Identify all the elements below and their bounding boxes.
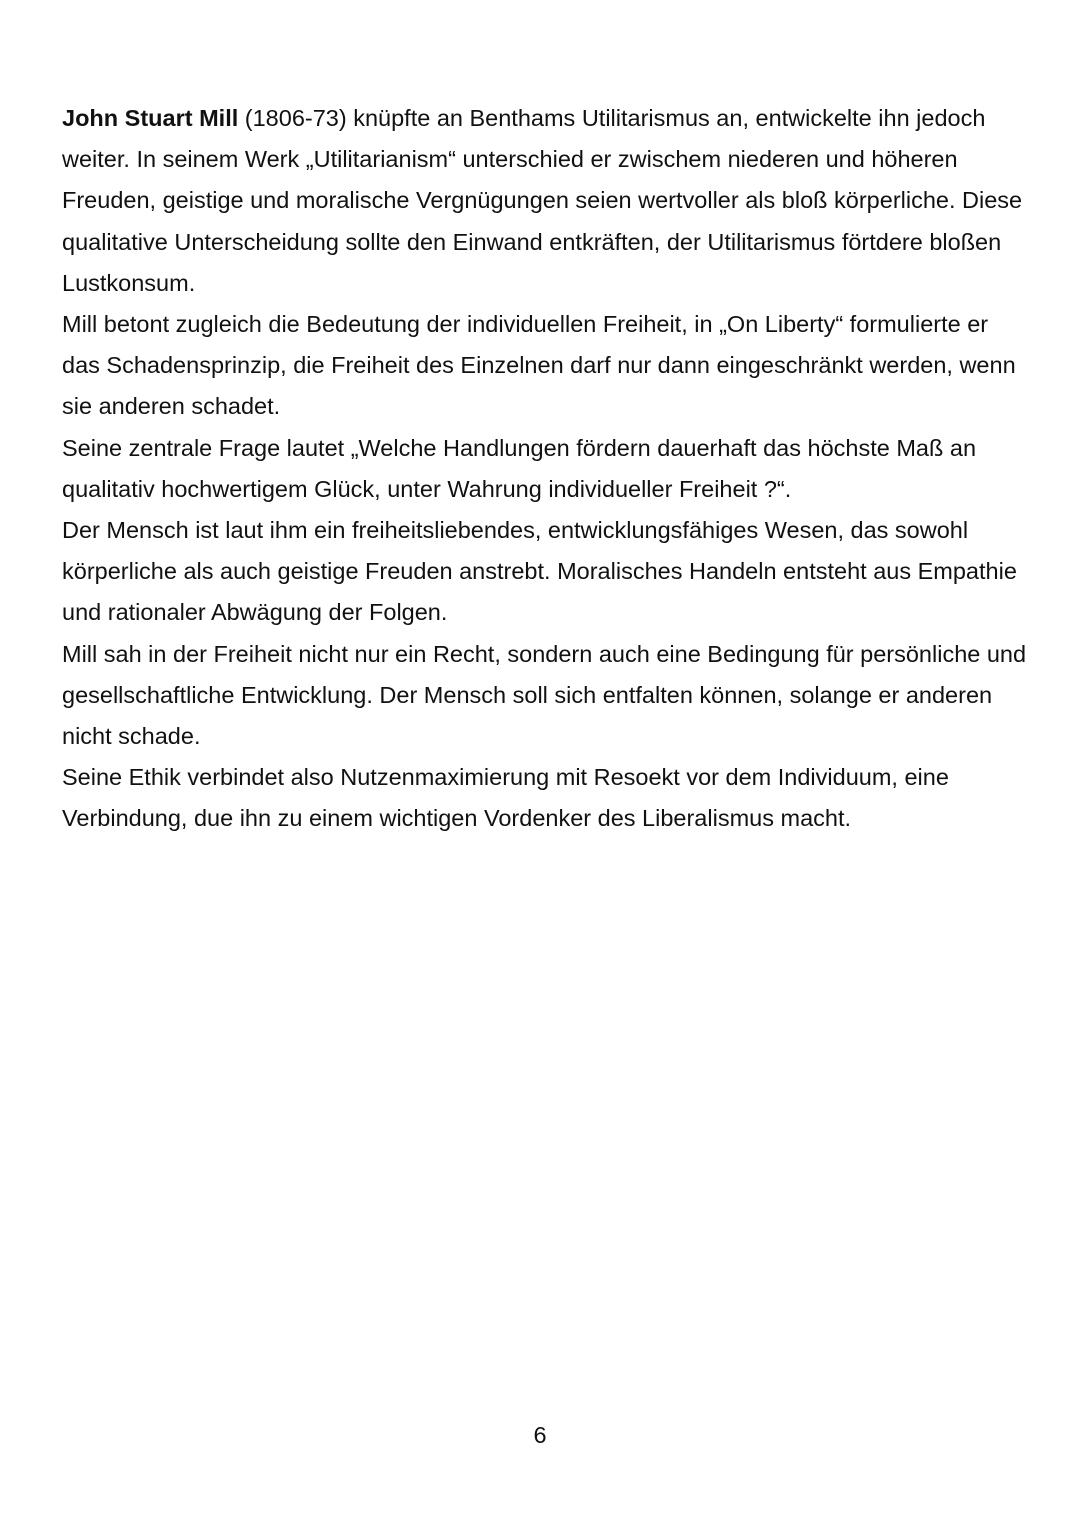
page-number: 6	[533, 1422, 547, 1448]
paragraph-text: (1806-73) knüpfte an Benthams Utilitarismus an, entwickelte ihn jedoch weiter. In seinem Werk „Utilitarianism“ unterschied er zwischem niederen und höheren Freuden, geistige und moralische Vergnügungen seien wertvoller als bloß körperliche. Diese qualitative Unterscheidung sollte den Einwand entkräften, der Utilitarismus förtdere bloßen Lustkonsum.	[62, 105, 1023, 296]
bold-name-john-stuart-mill: John Stuart Mill	[62, 105, 239, 131]
paragraph-central-question: Seine zentrale Frage lautet „Welche Handlungen fördern dauerhaft das höchste Maß an qualitativ hochwertigem Glück, unter Wahrung individueller Freiheit ?“.	[62, 434, 977, 502]
paragraph-mill-intro	[62, 98, 1032, 304]
paragraph-ethics-summary: Seine Ethik verbindet also Nutzenmaximierung mit Resoekt vor dem Individuum, eine Verbindung, due ihn zu einem wichtigen Vordenker des Liberalismus macht.	[62, 764, 949, 832]
paragraph-human-nature: Der Mensch ist laut ihm ein freiheitsliebendes, entwicklungsfähiges Wesen, das sowohl körperliche als auch geistige Freuden anstrebt. Moralisches Handeln entsteht aus Empathie und rationaler Abwägung der Folgen.	[62, 517, 1017, 626]
paragraph-liberty: Mill betont zugleich die Bedeutung der individuellen Freiheit, in „On Liberty“ formulierte er das Schadensprinzip, die Freiheit des Einzelnen darf nur dann eingeschränkt werden, wenn sie anderen schadet.	[62, 311, 1016, 420]
paragraph-freedom-development: Mill sah in der Freiheit nicht nur ein Recht, sondern auch eine Bedingung für persönliche und gesellschaftliche Entwicklung. Der Mensch soll sich entfalten können, solange er anderen nicht schade.	[62, 640, 1027, 750]
document-body	[62, 98, 1032, 840]
